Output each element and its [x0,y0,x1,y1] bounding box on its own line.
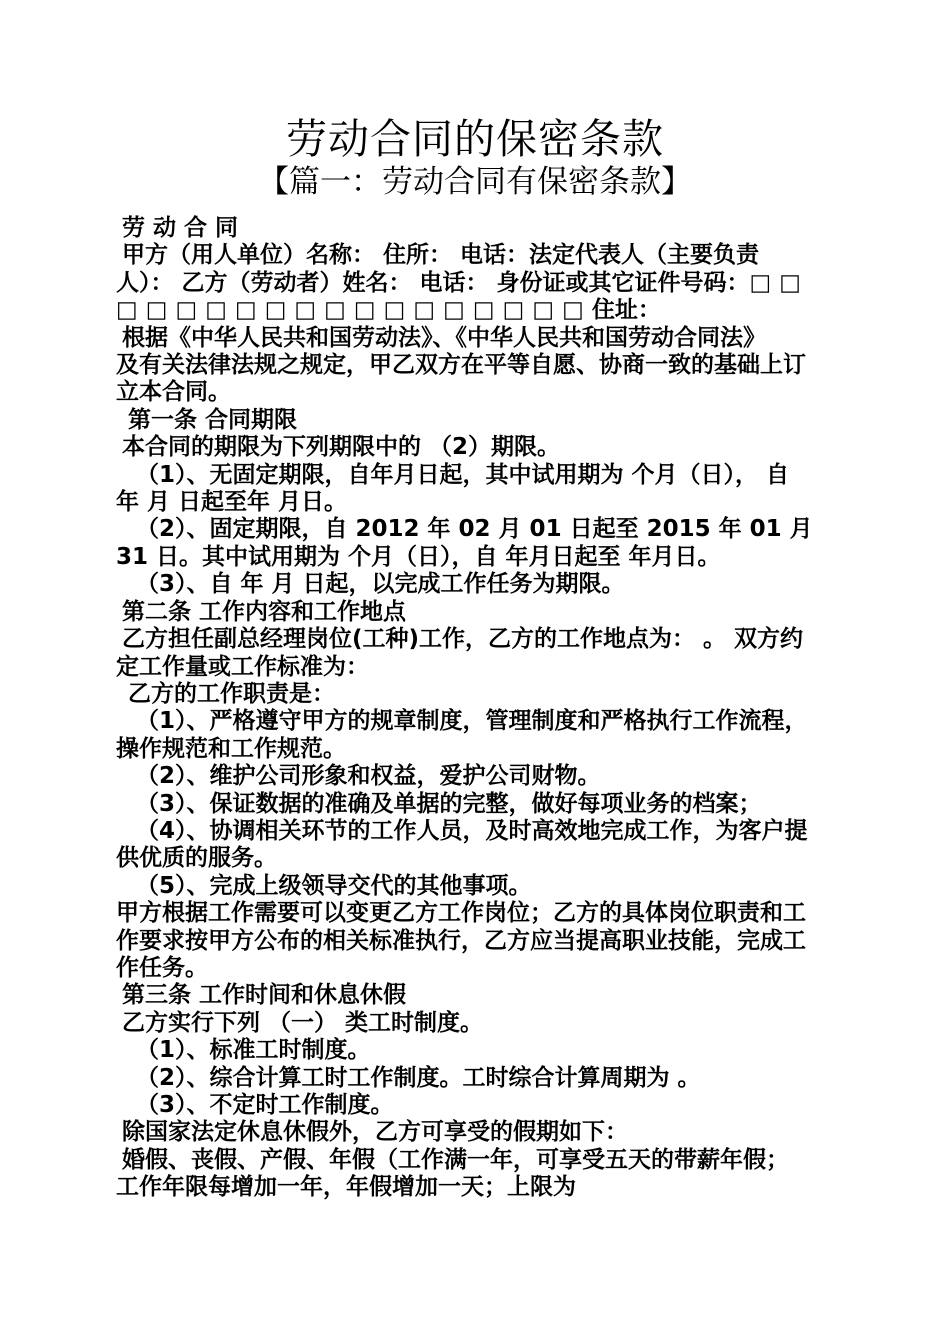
list-item: （5）、完成上级领导交代的其他事项。 [136,872,532,899]
paragraph-line: 根据《中华人民共和国劳动法》、《中华人民共和国劳动合同法》 [122,324,766,351]
paragraph-line: 本合同的期限为下列期限中的 （2）期限。 [122,434,561,461]
paragraph-line: 31 日。其中试用期为 个月（日），自 年月日起至 年月日。 [116,543,721,570]
paragraph-line: 乙方的工作职责是： [128,680,335,707]
contract-heading: 劳 动 合 同 [122,215,239,241]
paragraph-line: 甲方根据工作需要可以变更乙方工作岗位；乙方的具体岗位职责和工 [116,900,806,927]
paragraph-line: 及有关法律法规之规定，甲乙双方在平等自愿、协商一致的基础上订 [116,352,806,379]
article-heading: 第二条 工作内容和工作地点 [122,598,407,625]
paragraph-line: 乙方实行下列 （一） 类工时制度。 [122,1009,484,1036]
paragraph-line: 工作年限每增加一年，年假增加一天；上限为 [116,1174,576,1201]
list-item: （3）、保证数据的准确及单据的完整，做好每项业务的档案； [136,790,762,817]
party-a-line: 甲方（用人单位）名称： 住所： 电话：法定代表人（主要负责 [122,242,760,269]
list-item: （1）、标准工时制度。 [136,1037,371,1064]
paragraph-line: 定工作量或工作标准为： [116,653,369,680]
article-heading: 第一条 合同期限 [128,406,298,433]
party-line: 人）： 乙方（劳动者）姓名： 电话： 身份证或其它证件号码：□ □ [116,269,801,296]
paragraph-line: 作任务。 [116,954,208,981]
document-body [116,215,836,1202]
list-item: （3）、不定时工作制度。 [136,1092,394,1118]
paragraph-line: 乙方担任副总经理岗位(工种)工作，乙方的工作地点为： 。 双方约 [122,626,804,653]
document-title: 劳动合同的保密条款 [286,115,664,163]
list-item: （1）、严格遵守甲方的规章制度，管理制度和严格执行工作流程， [136,708,808,735]
list-item: （4）、协调相关环节的工作人员，及时高效地完成工作，为客户提 [136,817,808,844]
paragraph-line: 供优质的服务。 [116,845,277,872]
paragraph-line: 年 月 日起至年 月日。 [116,489,348,516]
paragraph-line: 操作规范和工作规范。 [116,735,346,762]
list-item: （2）、固定期限，自 2012 年 02 月 01 日起至 2015 年 01 月 [136,516,813,543]
id-number-line: □ □ □ □ □ □ □ □ □ □ □ □ □ □ □ □ 住址： [116,297,661,324]
list-item: （2）、维护公司形象和权益，爱护公司财物。 [136,763,601,790]
list-item: （1）、无固定期限，自年月日起，其中试用期为 个月（日）， 自 [136,461,790,488]
list-item: （3）、自 年 月 日起，以完成工作任务为期限。 [136,571,625,598]
document-subtitle: 【篇一：劳动合同有保密条款】 [258,164,692,200]
article-heading: 第三条 工作时间和休息休假 [122,982,407,1009]
paragraph-line: 婚假、丧假、产假、年假（工作满一年，可享受五天的带薪年假； [122,1146,789,1173]
paragraph-line: 作要求按甲方公布的相关标准执行，乙方应当提高职业技能，完成工 [116,927,806,954]
paragraph-line: 除国家法定休息休假外，乙方可享受的假期如下： [122,1119,628,1146]
paragraph-line: 立本合同。 [116,379,231,406]
list-item: （2）、综合计算工时工作制度。工时综合计算周期为 。 [136,1064,701,1091]
